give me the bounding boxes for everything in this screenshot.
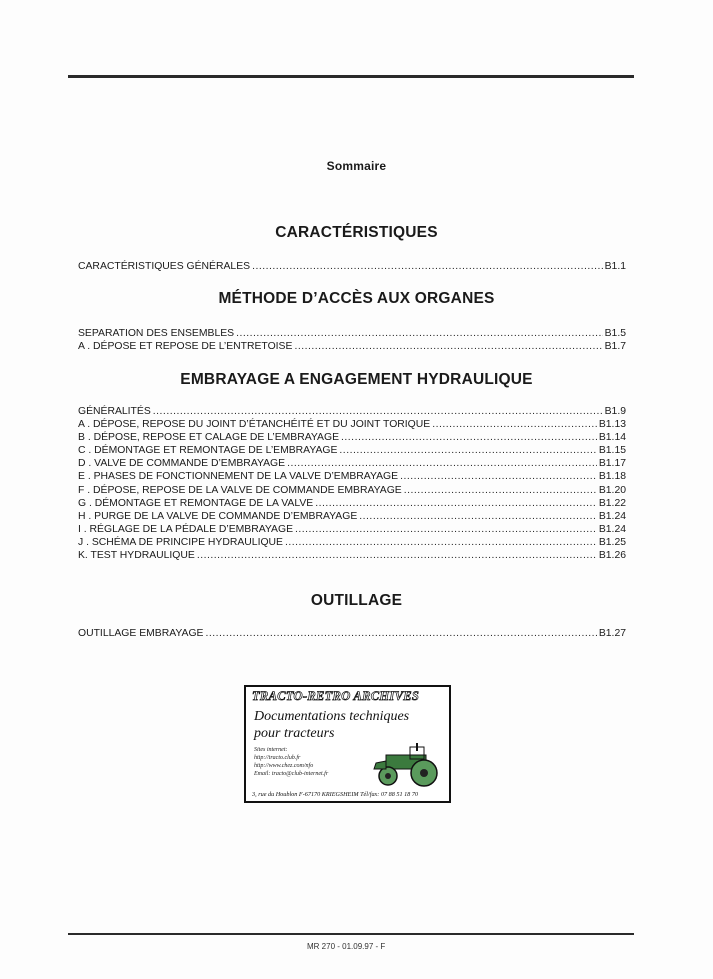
toc-entry-page: B1.15 — [598, 445, 626, 457]
stamp-title: TRACTO-RETRO ARCHIVES — [252, 689, 420, 703]
section-entries-embrayage — [78, 405, 626, 562]
section-entries-caracteristiques — [78, 260, 626, 273]
toc-entry-label: H . PURGE DE LA VALVE DE COMMANDE D’EMBRAYAGE — [78, 510, 358, 522]
toc-leader-dots — [359, 510, 597, 523]
toc-entry-page: B1.18 — [598, 471, 626, 483]
toc-entry-page: B1.24 — [598, 523, 626, 535]
toc-entry-label: D . VALVE DE COMMANDE D’EMBRAYAGE — [78, 458, 286, 470]
toc-entry-page: B1.20 — [598, 484, 626, 496]
section-heading-outillage: OUTILLAGE — [310, 592, 403, 609]
stamp-site1: http://tracto.club.fr — [254, 755, 301, 761]
toc-leader-dots — [341, 431, 597, 444]
toc-leader-dots — [252, 260, 603, 273]
toc-entry — [78, 444, 626, 457]
section-entries-outillage — [78, 627, 626, 640]
toc-entry — [78, 340, 626, 353]
bottom-rule — [68, 933, 634, 935]
stamp-email: Email: tracto@club-internet.fr — [254, 771, 329, 777]
section-heading-caracteristiques: CARACTÉRISTIQUES — [275, 224, 438, 241]
toc-entry-label: K. TEST HYDRAULIQUE — [78, 550, 195, 562]
toc-entry — [78, 549, 626, 562]
toc-leader-dots — [294, 340, 602, 353]
toc-entry — [78, 484, 626, 497]
toc-leader-dots — [295, 523, 597, 536]
toc-leader-dots — [400, 470, 597, 483]
toc-entry-page: B1.1 — [604, 261, 626, 272]
toc-entry — [78, 457, 626, 470]
page-title: Sommaire — [326, 159, 387, 173]
stamp-site2: http://www.chez.com/nfo — [254, 763, 314, 769]
toc-leader-dots — [315, 497, 597, 510]
toc-leader-dots — [236, 327, 603, 340]
toc-entry — [78, 418, 626, 431]
toc-leader-dots — [339, 444, 596, 457]
toc-entry-page: B1.13 — [598, 419, 626, 431]
toc-leader-dots — [153, 405, 603, 418]
toc-entry — [78, 431, 626, 444]
section-entries-methode — [78, 327, 626, 353]
toc-entry-label: A . DÉPOSE, REPOSE DU JOINT D’ÉTANCHÉITÉ ET DU JOINT TORIQUE — [78, 419, 431, 431]
toc-entry-label: A . DÉPOSE ET REPOSE DE L’ENTRETOISE — [78, 341, 293, 353]
toc-entry — [78, 327, 626, 340]
toc-entry-page: B1.9 — [604, 406, 626, 417]
toc-entry-page: B1.5 — [604, 328, 626, 339]
toc-entry — [78, 260, 626, 273]
tractor-icon — [364, 743, 446, 787]
toc-entry-label: F . DÉPOSE, REPOSE DE LA VALVE DE COMMANDE EMBRAYAGE — [78, 484, 402, 496]
stamp-address: 3, rue du Houblon F-67170 KRIEGSHEIM Tél/fax: 07 88 51 18 70 — [252, 791, 419, 798]
toc-entry-label: I . RÉGLAGE DE LA PÉDALE D’EMBRAYAGE — [78, 523, 293, 535]
toc-entry — [78, 523, 626, 536]
toc-entry — [78, 627, 626, 640]
toc-entry-page: B1.25 — [598, 536, 626, 548]
toc-entry-page: B1.17 — [598, 458, 626, 470]
toc-entry-label: B . DÉPOSE, REPOSE ET CALAGE DE L’EMBRAYAGE — [78, 432, 340, 444]
toc-entry-label: GÉNÉRALITÉS — [78, 406, 151, 417]
toc-entry-page: B1.14 — [598, 432, 626, 444]
toc-entry-page: B1.26 — [598, 550, 626, 562]
toc-entry-label: SEPARATION DES ENSEMBLES — [78, 328, 235, 339]
toc-entry-label: G . DÉMONTAGE ET REMONTAGE DE LA VALVE — [78, 497, 314, 509]
toc-entry-label: J . SCHÉMA DE PRINCIPE HYDRAULIQUE — [78, 536, 283, 548]
toc-entry-page: B1.27 — [598, 628, 626, 639]
toc-leader-dots — [432, 418, 597, 431]
toc-entry-label: C . DÉMONTAGE ET REMONTAGE DE L’EMBRAYAGE — [78, 445, 338, 457]
toc-entry-label: E . PHASES DE FONCTIONNEMENT DE LA VALVE D’EMBRAYAGE — [78, 471, 399, 483]
stamp-line2: pour tracteurs — [254, 726, 335, 741]
toc-entry — [78, 497, 626, 510]
section-heading-embrayage: EMBRAYAGE A ENGAGEMENT HYDRAULIQUE — [180, 371, 533, 388]
toc-entry-page: B1.24 — [598, 510, 626, 522]
toc-entry — [78, 536, 626, 549]
page-footer: MR 270 - 01.09.97 - F — [307, 942, 386, 951]
toc-entry — [78, 510, 626, 523]
toc-leader-dots — [206, 627, 597, 640]
toc-entry — [78, 405, 626, 418]
top-rule — [68, 75, 634, 78]
toc-entry-page: B1.22 — [598, 497, 626, 509]
toc-entry — [78, 470, 626, 483]
toc-leader-dots — [404, 484, 597, 497]
stamp-sites-label: Sites internet: — [254, 747, 288, 753]
toc-entry-label: OUTILLAGE EMBRAYAGE — [78, 628, 204, 639]
toc-entry-label: CARACTÉRISTIQUES GÉNÉRALES — [78, 261, 251, 272]
toc-leader-dots — [197, 549, 597, 562]
toc-leader-dots — [287, 457, 597, 470]
section-heading-methode: MÉTHODE D’ACCÈS AUX ORGANES — [218, 290, 495, 307]
toc-leader-dots — [285, 536, 597, 549]
archive-stamp — [244, 685, 451, 803]
stamp-line1: Documentations techniques — [254, 709, 410, 724]
toc-entry-page: B1.7 — [604, 341, 626, 353]
